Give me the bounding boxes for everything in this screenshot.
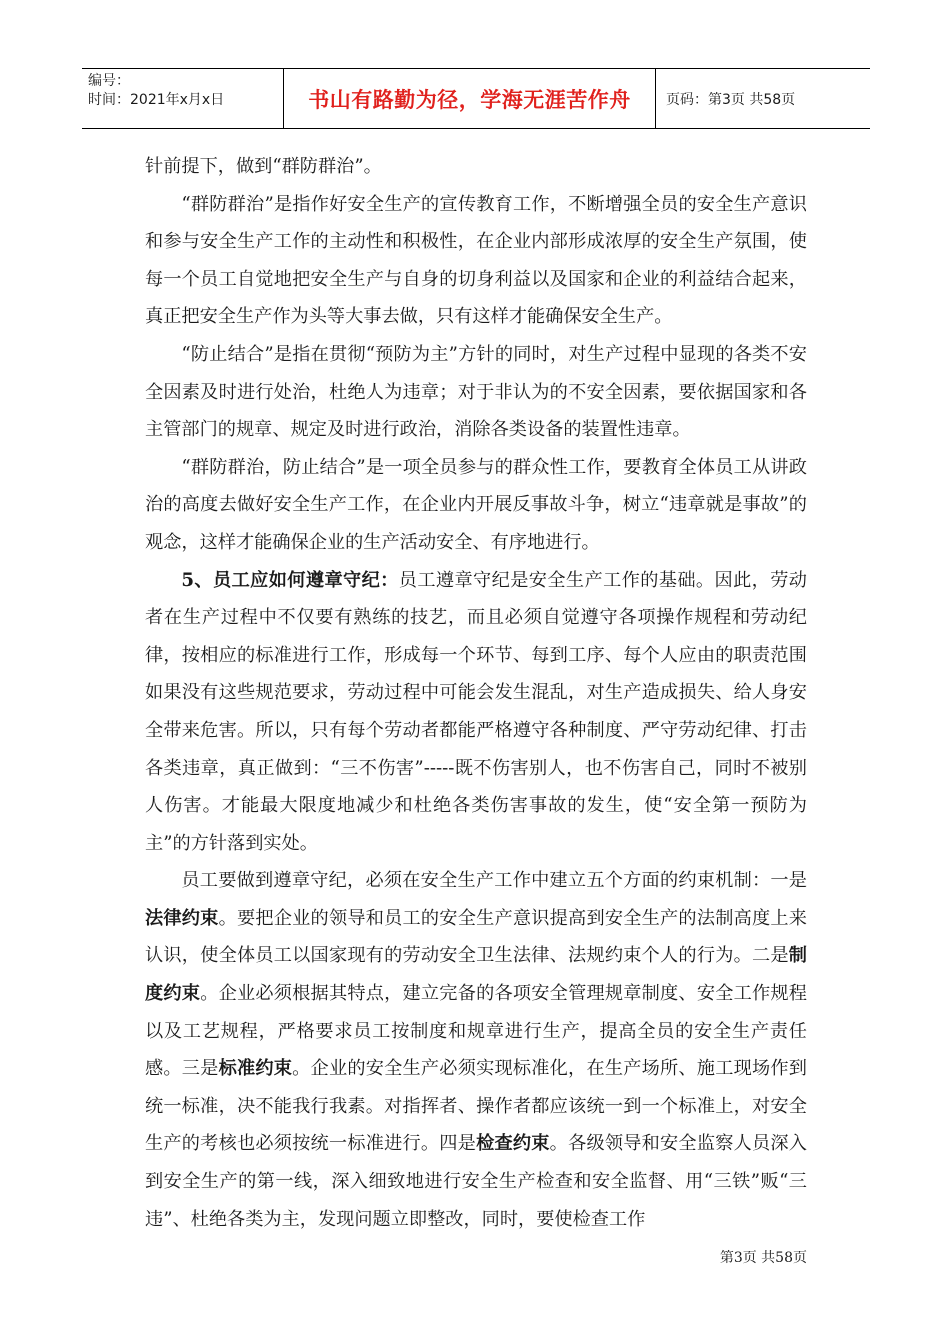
paragraph-3: “防止结合”是指在贯彻“预防为主”方针的同时，对生产过程中显现的各类不安全因素及时进行处治，杜绝人为违章；对于非认为的不安全因素，要依据国家和各主管部门的规章、规定及时进行政治，消除各类设备的装置性违章。 <box>145 343 807 441</box>
page-footer: 第3页 共58页 <box>719 1250 807 1266</box>
paragraph-2: “群防群治”是指作好安全生产的宣传教育工作，不断增强全员的安全生产意识和参与安全生产工作的主动性和积极性，在企业内部形成浓厚的安全生产氛围，使每一个员工自觉地把安全生产与自身的切身利益以及国家和企业的利益结合起来，真正把安全生产作为头等大事去做，只有这样才能确保安全生产。 <box>145 193 807 328</box>
term-inspection-constraint: 检查约束 <box>476 1133 550 1155</box>
date-line: 时间：2021年x月x日 <box>88 92 225 108</box>
paragraph-6-text-c: 。要把企业的领导和员工的安全生产意识提高到安全生产的法制高度上来认识，使全体员工以国家现有的劳动安全卫生法律、法规约束个人的行为。二是 <box>145 907 807 967</box>
term-system-constraint: 制度约束 <box>145 945 807 1005</box>
paragraph-6-text-d: 。企业必须根据其特点，建立完备的各项安全管理规章制度、安全工作规程以及工艺规程，严格要求员工按制度和规章进行生产，提高全员的安全生产责任感。三是 <box>145 983 807 1080</box>
paragraph-4: “群防群治，防止结合”是一项全员参与的群众性工作，要教育全体员工从讲政治的高度去做好安全生产工作，在企业内开展反事故斗争，树立“违章就是事故”的观念，这样才能确保企业的生产活动安全、有序地进行。 <box>145 456 807 553</box>
header-meta <box>82 69 284 128</box>
paragraph-6-text-e: 。企业的安全生产必须实现标准化，在生产场所、施工现场作到统一标准，决不能我行我素。对指挥者、操作者都应该统一到一个标准上，对安全生产的考核也必须按统一标准进行。四是 <box>145 1058 807 1155</box>
section-heading: 5、员工应如何遵章守纪： <box>181 569 399 591</box>
term-legal-constraint: 法律约束 <box>145 907 219 929</box>
paragraph-6-text-a: 员工要做到遵章守纪，必须在安全生产工作中建立五个方面的约束机制：一是 <box>181 870 807 892</box>
doc-number-label: 编号： <box>88 73 130 89</box>
document-body <box>145 148 807 1238</box>
term-standard-constraint: 标准约束 <box>218 1058 293 1080</box>
paragraph-1: 针前提下，做到“群防群治”。 <box>145 156 382 177</box>
page-header <box>82 68 870 129</box>
paragraph-6 <box>145 862 807 1238</box>
header-motto: 书山有路勤为径，学海无涯苦作舟 <box>284 69 656 128</box>
paragraph-6-text-f: 。各级领导和安全监察人员深入到安全生产的第一线，深入细致地进行安全生产检查和安全监督、用“三铁”贩“三违”、杜绝各类为主，发现问题立即整改，同时，要使检查工作 <box>145 1133 807 1230</box>
paragraph-5 <box>145 562 807 863</box>
paragraph-5-body: 员工遵章守纪是安全生产工作的基础。因此，劳动者在生产过程中不仅要有熟练的技艺，而且必须自觉遵守各项操作规程和劳动纪律，按相应的标准进行工作，形成每一个环节、每到工序、每个人应由的职责范围如果没有这些规范要求，劳动过程中可能会发生混乱，对生产造成损失、给人身安全带来危害。所以，只有每个劳动者都能严格遵守各种制度、严守劳动纪律、打击各类违章，真正做到：“三不伤害”-----既不伤害别人，也不伤害自己，同时不被别人伤害。才能最大限度地减少和杜绝各类伤害事故的发生，使“安全第一预防为主”的方针落到实处。 <box>145 569 807 854</box>
header-page-code: 页码：第3页 共58页 <box>666 91 796 108</box>
